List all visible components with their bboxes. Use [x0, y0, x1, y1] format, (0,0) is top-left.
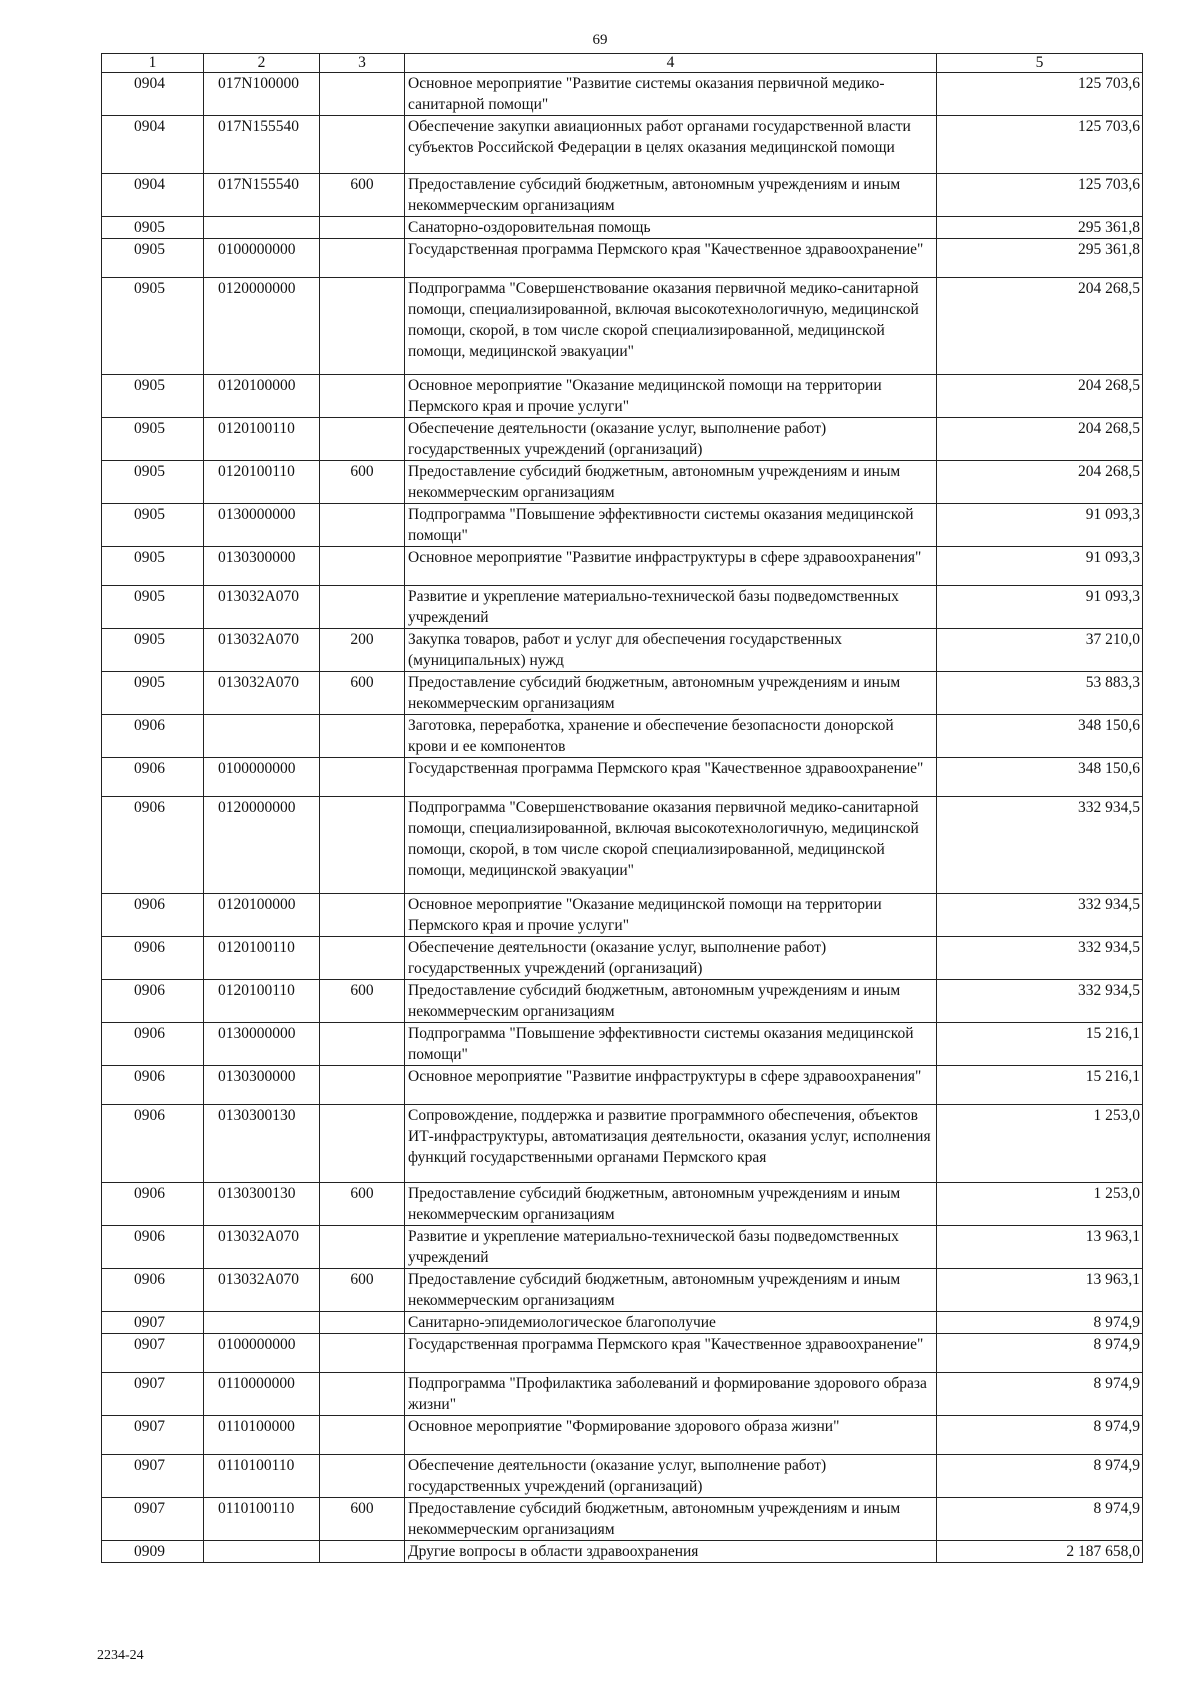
cell-expense-type — [320, 239, 405, 278]
table-row — [102, 1183, 1143, 1226]
cell-amount: 1 253,0 — [937, 1105, 1143, 1183]
cell-expense-type: 600 — [320, 461, 405, 504]
cell-name: Подпрограмма "Повышение эффективности системы оказания медицинской помощи" — [405, 504, 937, 547]
header-col-amount: 5 — [937, 54, 1143, 73]
cell-target-code: 017N100000 — [204, 73, 320, 116]
cell-section: 0905 — [102, 239, 204, 278]
cell-expense-type: 600 — [320, 980, 405, 1023]
table-row — [102, 937, 1143, 980]
cell-expense-type — [320, 1226, 405, 1269]
cell-expense-type: 600 — [320, 174, 405, 217]
cell-target-code: 0100000000 — [204, 758, 320, 797]
table-row — [102, 980, 1143, 1023]
cell-name: Предоставление субсидий бюджетным, автономным учреждениям и иным некоммерческим организациям — [405, 980, 937, 1023]
cell-target-code: 0130000000 — [204, 504, 320, 547]
cell-name: Предоставление субсидий бюджетным, автономным учреждениям и иным некоммерческим организациям — [405, 672, 937, 715]
cell-amount: 13 963,1 — [937, 1226, 1143, 1269]
cell-amount: 1 253,0 — [937, 1183, 1143, 1226]
cell-section: 0905 — [102, 375, 204, 418]
cell-name: Государственная программа Пермского края "Качественное здравоохранение" — [405, 758, 937, 797]
cell-amount: 53 883,3 — [937, 672, 1143, 715]
table-row — [102, 1105, 1143, 1183]
cell-amount: 348 150,6 — [937, 758, 1143, 797]
cell-section: 0905 — [102, 547, 204, 586]
cell-target-code: 0120100000 — [204, 894, 320, 937]
table-row — [102, 1541, 1143, 1563]
cell-expense-type — [320, 715, 405, 758]
cell-amount: 125 703,6 — [937, 116, 1143, 174]
cell-name: Развитие и укрепление материально-технической базы подведомственных учреждений — [405, 1226, 937, 1269]
cell-section: 0904 — [102, 174, 204, 217]
cell-name: Заготовка, переработка, хранение и обеспечение безопасности донорской крови и ее компонентов — [405, 715, 937, 758]
cell-expense-type — [320, 1416, 405, 1455]
cell-expense-type — [320, 758, 405, 797]
cell-amount: 332 934,5 — [937, 980, 1143, 1023]
cell-expense-type — [320, 586, 405, 629]
cell-section: 0904 — [102, 73, 204, 116]
cell-expense-type — [320, 547, 405, 586]
cell-target-code: 013032А070 — [204, 1269, 320, 1312]
cell-name: Основное мероприятие "Развитие системы оказания первичной медико-санитарной помощи" — [405, 73, 937, 116]
cell-amount: 125 703,6 — [937, 174, 1143, 217]
table-row — [102, 758, 1143, 797]
cell-amount: 295 361,8 — [937, 217, 1143, 239]
cell-amount: 8 974,9 — [937, 1498, 1143, 1541]
cell-target-code: 0100000000 — [204, 239, 320, 278]
table-row — [102, 1334, 1143, 1373]
cell-target-code — [204, 1541, 320, 1563]
cell-amount: 8 974,9 — [937, 1416, 1143, 1455]
cell-section: 0905 — [102, 504, 204, 547]
cell-expense-type: 200 — [320, 629, 405, 672]
cell-name: Государственная программа Пермского края "Качественное здравоохранение" — [405, 1334, 937, 1373]
cell-name: Государственная программа Пермского края "Качественное здравоохранение" — [405, 239, 937, 278]
cell-section: 0905 — [102, 418, 204, 461]
cell-section: 0907 — [102, 1373, 204, 1416]
table-row — [102, 1373, 1143, 1416]
cell-name: Предоставление субсидий бюджетным, автономным учреждениям и иным некоммерческим организациям — [405, 1269, 937, 1312]
cell-amount: 8 974,9 — [937, 1373, 1143, 1416]
cell-target-code: 0120000000 — [204, 278, 320, 375]
cell-expense-type — [320, 894, 405, 937]
cell-amount: 204 268,5 — [937, 418, 1143, 461]
cell-target-code: 0110100110 — [204, 1455, 320, 1498]
cell-target-code: 017N155540 — [204, 174, 320, 217]
cell-section: 0906 — [102, 894, 204, 937]
cell-expense-type — [320, 1334, 405, 1373]
cell-target-code: 017N155540 — [204, 116, 320, 174]
cell-target-code — [204, 715, 320, 758]
cell-name: Другие вопросы в области здравоохранения — [405, 1541, 937, 1563]
cell-name: Подпрограмма "Профилактика заболеваний и формирование здорового образа жизни" — [405, 1373, 937, 1416]
cell-amount: 125 703,6 — [937, 73, 1143, 116]
table-row — [102, 672, 1143, 715]
table-row — [102, 375, 1143, 418]
cell-target-code: 0110100110 — [204, 1498, 320, 1541]
cell-target-code: 0130000000 — [204, 1023, 320, 1066]
budget-table — [101, 53, 1143, 1563]
header-col-section: 1 — [102, 54, 204, 73]
table-row — [102, 1312, 1143, 1334]
cell-section: 0906 — [102, 1066, 204, 1105]
cell-name: Предоставление субсидий бюджетным, автономным учреждениям и иным некоммерческим организациям — [405, 174, 937, 217]
cell-name: Обеспечение деятельности (оказание услуг, выполнение работ) государственных учреждений (организаций) — [405, 1455, 937, 1498]
table-row — [102, 1498, 1143, 1541]
cell-target-code: 013032А070 — [204, 629, 320, 672]
cell-section: 0905 — [102, 461, 204, 504]
cell-target-code: 0120100110 — [204, 418, 320, 461]
cell-target-code: 013032А070 — [204, 672, 320, 715]
table-row — [102, 1066, 1143, 1105]
cell-amount: 204 268,5 — [937, 278, 1143, 375]
header-col-name: 4 — [405, 54, 937, 73]
cell-target-code: 0110000000 — [204, 1373, 320, 1416]
table-row — [102, 1023, 1143, 1066]
cell-section: 0905 — [102, 278, 204, 375]
table-row — [102, 504, 1143, 547]
cell-target-code — [204, 1312, 320, 1334]
cell-expense-type: 600 — [320, 1269, 405, 1312]
cell-amount: 15 216,1 — [937, 1066, 1143, 1105]
cell-target-code: 0120100110 — [204, 980, 320, 1023]
cell-amount: 91 093,3 — [937, 504, 1143, 547]
cell-name: Основное мероприятие "Оказание медицинской помощи на территории Пермского края и прочие услуги" — [405, 375, 937, 418]
table-row — [102, 116, 1143, 174]
header-col-type: 3 — [320, 54, 405, 73]
cell-name: Подпрограмма "Совершенствование оказания первичной медико-санитарной помощи, специализированной, включая высокотехнологичную, медицинской помощи, скорой, в том числе скорой специализированной, медицинской помощи, медицинской эвакуации" — [405, 278, 937, 375]
cell-name: Санаторно-оздоровительная помощь — [405, 217, 937, 239]
cell-name: Развитие и укрепление материально-технической базы подведомственных учреждений — [405, 586, 937, 629]
cell-target-code: 0120000000 — [204, 797, 320, 894]
cell-section: 0906 — [102, 1023, 204, 1066]
cell-name: Сопровождение, поддержка и развитие программного обеспечения, объектов ИТ-инфраструктуры, автоматизация деятельности, оказания услуг, исполнения функций государственными органами Пермского края — [405, 1105, 937, 1183]
cell-section: 0905 — [102, 217, 204, 239]
cell-amount: 15 216,1 — [937, 1023, 1143, 1066]
cell-section: 0906 — [102, 715, 204, 758]
cell-amount: 37 210,0 — [937, 629, 1143, 672]
table-row — [102, 894, 1143, 937]
table-row — [102, 418, 1143, 461]
cell-expense-type — [320, 1105, 405, 1183]
cell-target-code: 0110100000 — [204, 1416, 320, 1455]
cell-section: 0907 — [102, 1455, 204, 1498]
cell-amount: 8 974,9 — [937, 1334, 1143, 1373]
cell-amount: 8 974,9 — [937, 1312, 1143, 1334]
cell-amount: 332 934,5 — [937, 937, 1143, 980]
table-body — [102, 73, 1143, 1563]
cell-name: Предоставление субсидий бюджетным, автономным учреждениям и иным некоммерческим организациям — [405, 1498, 937, 1541]
cell-section: 0904 — [102, 116, 204, 174]
cell-expense-type — [320, 1023, 405, 1066]
cell-section: 0906 — [102, 1183, 204, 1226]
table-row — [102, 1226, 1143, 1269]
table-row — [102, 586, 1143, 629]
cell-section: 0906 — [102, 1226, 204, 1269]
table-header — [102, 54, 1143, 73]
table-row — [102, 174, 1143, 217]
table-row — [102, 1416, 1143, 1455]
table-row — [102, 547, 1143, 586]
cell-expense-type — [320, 1541, 405, 1563]
table-row — [102, 797, 1143, 894]
cell-target-code: 0130300000 — [204, 547, 320, 586]
cell-amount: 332 934,5 — [937, 894, 1143, 937]
cell-amount: 2 187 658,0 — [937, 1541, 1143, 1563]
cell-name: Предоставление субсидий бюджетным, автономным учреждениям и иным некоммерческим организациям — [405, 461, 937, 504]
cell-section: 0909 — [102, 1541, 204, 1563]
table-row — [102, 1455, 1143, 1498]
cell-name: Обеспечение деятельности (оказание услуг, выполнение работ) государственных учреждений (организаций) — [405, 937, 937, 980]
cell-section: 0906 — [102, 1269, 204, 1312]
cell-amount: 295 361,8 — [937, 239, 1143, 278]
table-row — [102, 461, 1143, 504]
cell-name: Основное мероприятие "Оказание медицинской помощи на территории Пермского края и прочие услуги" — [405, 894, 937, 937]
cell-expense-type — [320, 937, 405, 980]
cell-name: Закупка товаров, работ и услуг для обеспечения государственных (муниципальных) нужд — [405, 629, 937, 672]
cell-name: Подпрограмма "Совершенствование оказания первичной медико-санитарной помощи, специализированной, включая высокотехнологичную, медицинской помощи, скорой, в том числе скорой специализированной, медицинской помощи, медицинской эвакуации" — [405, 797, 937, 894]
cell-target-code: 0120100110 — [204, 461, 320, 504]
table-row — [102, 217, 1143, 239]
cell-target-code: 0130300130 — [204, 1105, 320, 1183]
cell-expense-type — [320, 1312, 405, 1334]
header-col-target: 2 — [204, 54, 320, 73]
header-row — [102, 54, 1143, 73]
cell-amount: 91 093,3 — [937, 586, 1143, 629]
cell-amount: 348 150,6 — [937, 715, 1143, 758]
cell-name: Подпрограмма "Повышение эффективности системы оказания медицинской помощи" — [405, 1023, 937, 1066]
cell-section: 0907 — [102, 1498, 204, 1541]
cell-expense-type — [320, 797, 405, 894]
table-row — [102, 239, 1143, 278]
cell-expense-type: 600 — [320, 1498, 405, 1541]
cell-section: 0907 — [102, 1416, 204, 1455]
cell-section: 0906 — [102, 980, 204, 1023]
cell-section: 0905 — [102, 672, 204, 715]
table-row — [102, 278, 1143, 375]
cell-amount: 13 963,1 — [937, 1269, 1143, 1312]
cell-expense-type — [320, 1066, 405, 1105]
cell-amount: 204 268,5 — [937, 375, 1143, 418]
cell-name: Основное мероприятие "Формирование здорового образа жизни" — [405, 1416, 937, 1455]
cell-expense-type — [320, 73, 405, 116]
cell-section: 0907 — [102, 1334, 204, 1373]
cell-target-code: 0130300000 — [204, 1066, 320, 1105]
cell-name: Основное мероприятие "Развитие инфраструктуры в сфере здравоохранения" — [405, 1066, 937, 1105]
cell-target-code — [204, 217, 320, 239]
cell-amount: 91 093,3 — [937, 547, 1143, 586]
cell-name: Санитарно-эпидемиологическое благополучие — [405, 1312, 937, 1334]
cell-expense-type — [320, 278, 405, 375]
footer-code: 2234-24 — [97, 1648, 144, 1663]
cell-target-code: 0130300130 — [204, 1183, 320, 1226]
cell-section: 0906 — [102, 1105, 204, 1183]
cell-amount: 8 974,9 — [937, 1455, 1143, 1498]
cell-expense-type — [320, 116, 405, 174]
cell-name: Обеспечение закупки авиационных работ органами государственной власти субъектов Российской Федерации в целях оказания медицинской помощи — [405, 116, 937, 174]
cell-name: Предоставление субсидий бюджетным, автономным учреждениям и иным некоммерческим организациям — [405, 1183, 937, 1226]
cell-amount: 204 268,5 — [937, 461, 1143, 504]
cell-name: Обеспечение деятельности (оказание услуг, выполнение работ) государственных учреждений (организаций) — [405, 418, 937, 461]
table-row — [102, 629, 1143, 672]
cell-section: 0905 — [102, 629, 204, 672]
cell-expense-type — [320, 504, 405, 547]
cell-target-code: 013032А070 — [204, 586, 320, 629]
cell-target-code: 0120100110 — [204, 937, 320, 980]
cell-expense-type — [320, 1455, 405, 1498]
cell-section: 0906 — [102, 937, 204, 980]
cell-section: 0906 — [102, 758, 204, 797]
page-number: 69 — [592, 32, 608, 48]
cell-target-code: 0120100000 — [204, 375, 320, 418]
table-row — [102, 1269, 1143, 1312]
cell-expense-type — [320, 375, 405, 418]
cell-target-code: 0100000000 — [204, 1334, 320, 1373]
cell-expense-type: 600 — [320, 1183, 405, 1226]
table-row — [102, 715, 1143, 758]
cell-expense-type — [320, 1373, 405, 1416]
cell-target-code: 013032А070 — [204, 1226, 320, 1269]
cell-name: Основное мероприятие "Развитие инфраструктуры в сфере здравоохранения" — [405, 547, 937, 586]
cell-expense-type — [320, 217, 405, 239]
table-row — [102, 73, 1143, 116]
cell-section: 0907 — [102, 1312, 204, 1334]
cell-expense-type — [320, 418, 405, 461]
cell-expense-type: 600 — [320, 672, 405, 715]
cell-section: 0905 — [102, 586, 204, 629]
cell-section: 0906 — [102, 797, 204, 894]
cell-amount: 332 934,5 — [937, 797, 1143, 894]
